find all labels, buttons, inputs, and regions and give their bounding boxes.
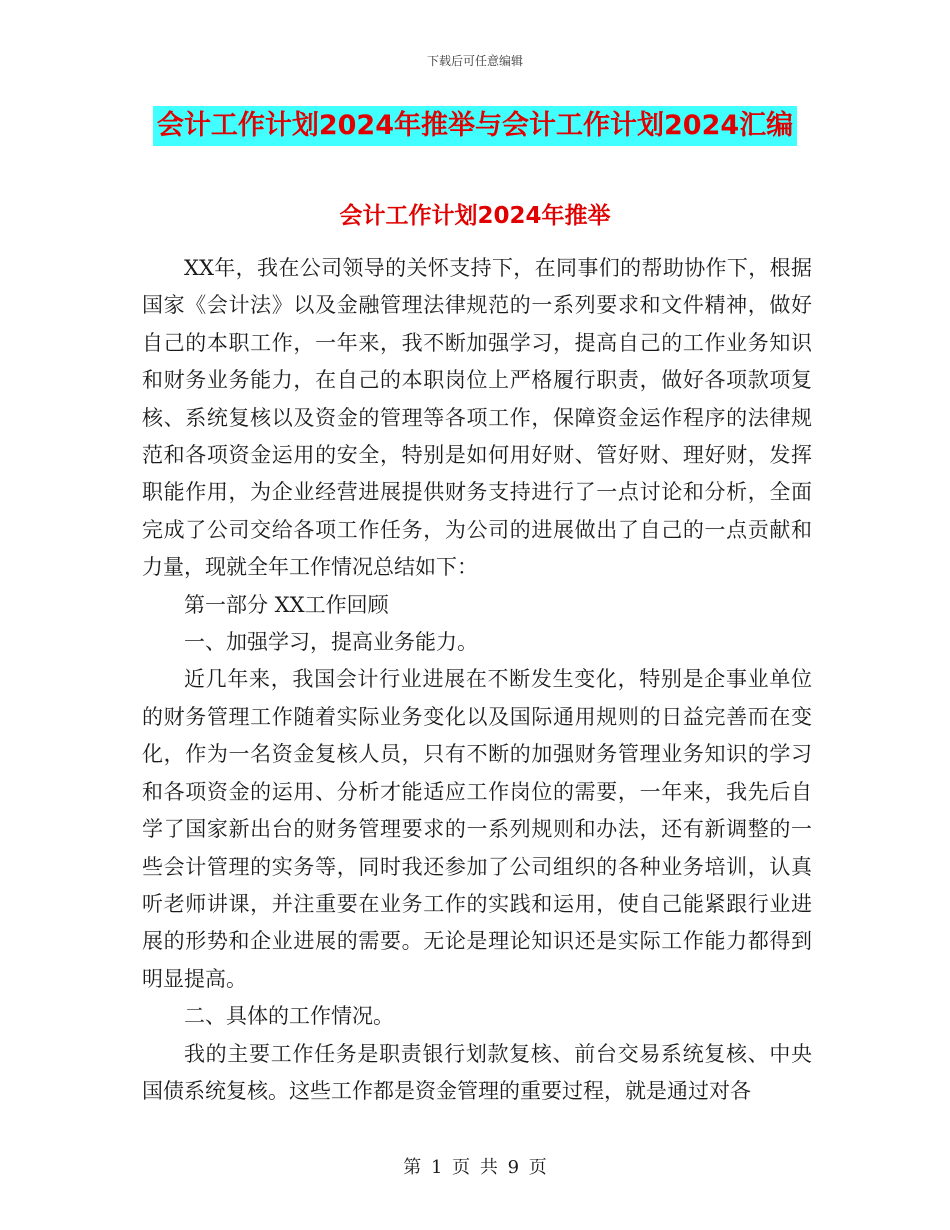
paragraph: 第一部分 XX工作回顾	[184, 592, 389, 617]
document-title: 会计工作计划2024年推举与会计工作计划2024汇编	[153, 106, 797, 146]
paragraph: 二、具体的工作情况。	[184, 1004, 394, 1029]
section-title: 会计工作计划2024年推举	[339, 203, 611, 229]
page-number-footer: 第 1 页 共 9 页	[403, 1157, 547, 1178]
header-note: 下载后可任意编辑	[426, 54, 523, 68]
paragraph: 我的主要工作任务是职责银行划款复核、前台交易系统复核、中央国债系统复核。这些工作都是资金管理的重要过程，就是通过对各	[142, 1041, 812, 1103]
paragraph: XX年，我在公司领导的关怀支持下，在同事们的帮助协作下，根据国家《会计法》以及金融管理法律规范的一系列要求和文件精神，做好自己的本职工作，一年来，我不断加强学习，提高自己的工作业务知识和财务业务能力，在自己的本职岗位上严格履行职责，做好各项款项复核、系统复核以及资金的管理等各项工作，保障资金运作程序的法律规范和各项资金运用的安全，特别是如何用好财、管好财、理好财，发挥职能作用，为企业经营进展提供财务支持进行了一点讨论和分析，全面完成了公司交给各项工作任务，为公司的进展做出了自己的一点贡献和力量，现就全年工作情况总结如下：	[142, 256, 812, 580]
document-title-container	[0, 106, 950, 146]
document-body	[142, 250, 812, 1110]
paragraph: 近几年来，我国会计行业进展在不断发生变化，特别是企事业单位的财务管理工作随着实际业务变化以及国际通用规则的日益完善而在变化，作为一名资金复核人员，只有不断的加强财务管理业务知识的学习和各项资金的运用、分析才能适应工作岗位的需要，一年来，我先后自学了国家新出台的财务管理要求的一系列规则和办法，还有新调整的一些会计管理的实务等，同时我还参加了公司组织的各种业务培训，认真听老师讲课，并注重要在业务工作的实践和运用，使自己能紧跟行业进展的形势和企业进展的需要。无论是理论知识还是实际工作能力都得到明显提高。	[142, 667, 812, 991]
paragraph: 一、加强学习，提高业务能力。	[184, 630, 478, 655]
